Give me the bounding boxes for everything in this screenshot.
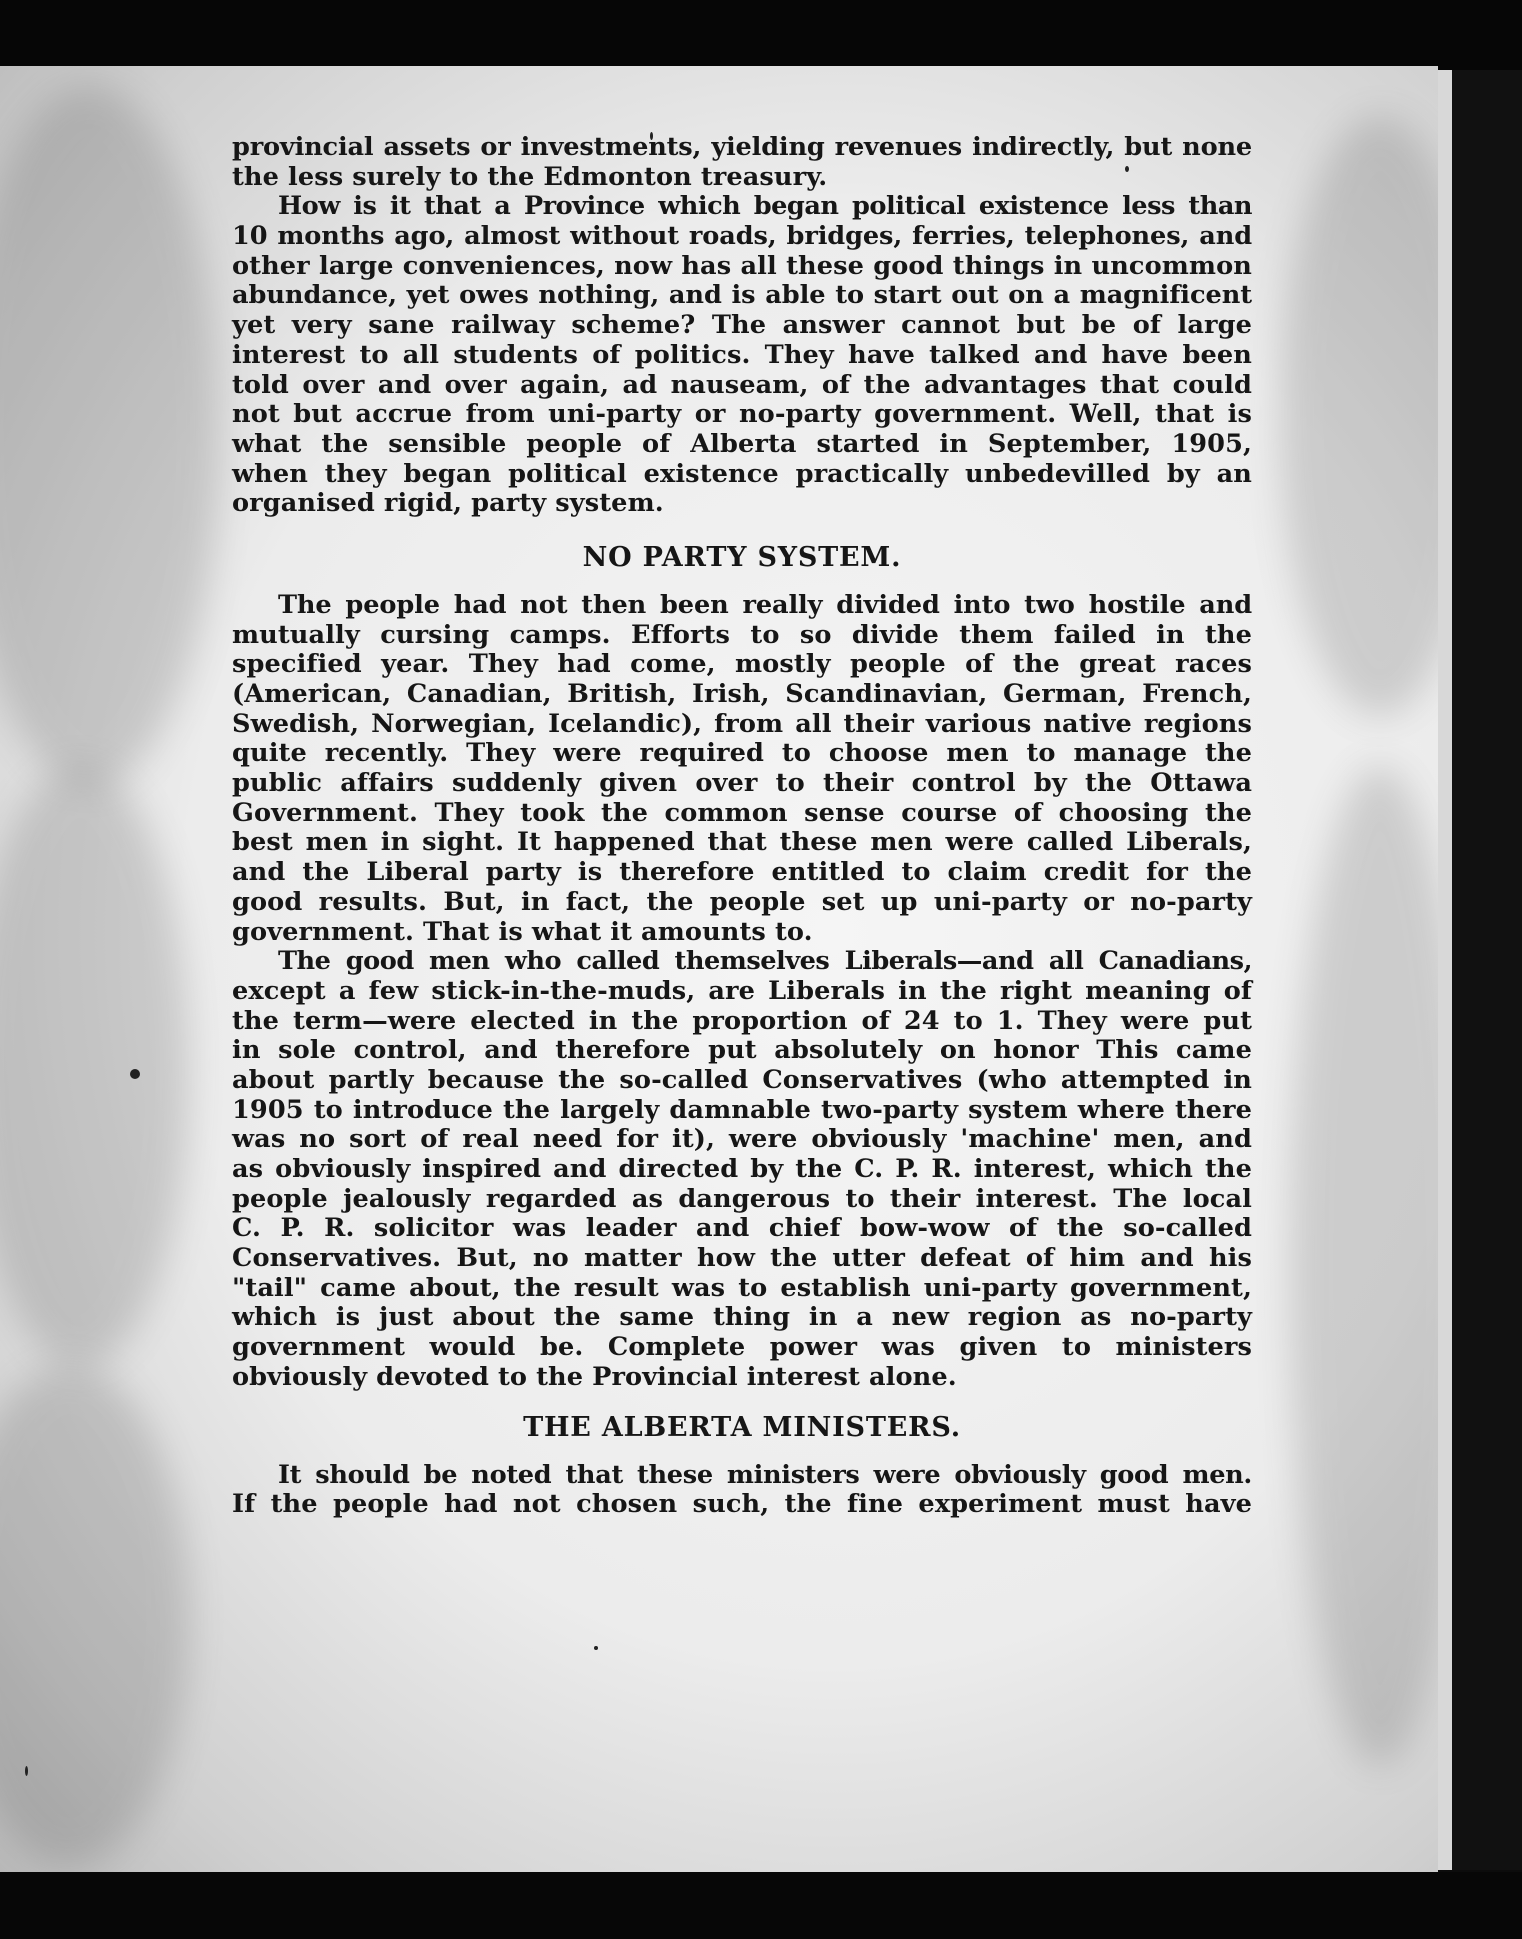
text-line: mutually cursing camps. Efforts to so divide them failed in the — [232, 619, 1252, 650]
text-line: told over and over again, ad nauseam, of the advantages that could — [232, 369, 1252, 400]
scan-top-border — [0, 0, 1522, 70]
scan-noise — [0, 766, 190, 1366]
text-line: How is it that a Province which began political existence less than — [278, 191, 1252, 222]
text-line: what the sensible people of Alberta started in September, 1905, — [232, 428, 1252, 459]
text-line: The people had not then been really divided into two hostile and — [278, 589, 1252, 620]
scan-bottom-border — [0, 1872, 1522, 1939]
article-text — [232, 133, 1252, 1520]
text-line: organised rigid, party system. — [232, 488, 664, 519]
scan-speck — [130, 1069, 140, 1079]
text-line: public affairs suddenly given over to their control by the Ottawa — [232, 768, 1252, 799]
text-line: government. That is what it amounts to. — [232, 916, 813, 947]
text-line: about partly because the so-called Conservatives (who attempted in — [232, 1064, 1252, 1095]
text-line: when they began political existence practically unbedevilled by an — [232, 458, 1252, 489]
text-line: 10 months ago, almost without roads, bridges, ferries, telephones, and — [232, 221, 1252, 252]
text-line: C. P. R. solicitor was leader and chief bow-wow of the so-called — [232, 1213, 1252, 1244]
text-line: Swedish, Norwegian, Icelandic), from all their various native regions — [232, 708, 1252, 739]
text-line: Conservatives. But, no matter how the utter defeat of him and his — [232, 1243, 1252, 1274]
scan-speck — [594, 1646, 598, 1650]
text-line: and the Liberal party is therefore entitled to claim credit for the — [232, 857, 1252, 888]
paragraph-people — [232, 591, 1252, 947]
text-line: provincial assets or investments, yielding revenues indirectly, but none — [232, 132, 1252, 162]
text-line: If the people had not chosen such, the fine experiment must have — [232, 1489, 1252, 1520]
text-line: "tail" came about, the result was to establish uni-party government, — [232, 1272, 1252, 1303]
paragraph-province — [232, 192, 1252, 519]
scan-noise — [0, 86, 220, 786]
text-line: abundance, yet owes nothing, and is able to start out on a magnificent — [232, 280, 1252, 311]
text-line: government would be. Complete power was given to ministers — [232, 1332, 1252, 1363]
scan-speck — [25, 1766, 28, 1776]
text-line: specified year. They had come, mostly people of the great races — [232, 649, 1252, 680]
text-line: good results. But, in fact, the people set up uni-party or no-party — [232, 886, 1252, 917]
paragraph-ministers — [232, 1461, 1252, 1520]
text-line: was no sort of real need for it), were obviously 'machine' men, and — [232, 1124, 1252, 1155]
section-heading: NO PARTY SYSTEM. — [582, 541, 902, 573]
paragraph-continuation — [232, 133, 1252, 192]
text-line: as obviously inspired and directed by the C. P. R. interest, which the — [232, 1154, 1252, 1184]
text-line: interest to all students of politics. They have talked and have been — [232, 339, 1252, 370]
text-line: people jealously regarded as dangerous to their interest. The local — [232, 1183, 1252, 1214]
text-line: other large conveniences, now has all these good things in uncommon — [232, 250, 1252, 281]
text-line: It should be noted that these ministers were obviously good men. — [278, 1459, 1252, 1490]
text-line: The good men who called themselves Liberals—and all Canadians, — [278, 946, 1252, 977]
text-line: the term—were elected in the proportion of 24 to 1. They were put — [232, 1005, 1252, 1036]
text-line: best men in sight. It happened that these men were called Liberals, — [232, 827, 1252, 858]
text-line: yet very sane railway scheme? The answer cannot but be of large — [232, 310, 1252, 341]
text-line: except a few stick-in-the-muds, are Liberals in the right meaning of — [232, 975, 1252, 1006]
text-line: Government. They took the common sense course of choosing the — [232, 797, 1252, 828]
scan-right-border — [1452, 70, 1522, 1870]
text-line: in sole control, and therefore put absolutely on honor This came — [232, 1035, 1252, 1066]
scan-noise — [0, 1366, 190, 1866]
text-line: obviously devoted to the Provincial interest alone. — [232, 1361, 957, 1392]
text-line: quite recently. They were required to choose men to manage the — [232, 738, 1252, 769]
text-line: not but accrue from uni-party or no-party government. Well, that is — [232, 399, 1252, 430]
scan-right-strip — [1438, 70, 1452, 1870]
text-line: 1905 to introduce the largely damnable two-party system where there — [232, 1094, 1252, 1125]
text-line: the less surely to the Edmonton treasury. — [232, 161, 828, 192]
section-heading: THE ALBERTA MINISTERS. — [523, 1411, 961, 1443]
paragraph-good-men — [232, 947, 1252, 1392]
text-line: which is just about the same thing in a new region as no-party — [232, 1302, 1252, 1333]
scan-noise — [1290, 766, 1438, 1766]
scan-noise — [1280, 116, 1438, 716]
text-line: (American, Canadian, British, Irish, Scandinavian, German, French, — [232, 679, 1252, 709]
